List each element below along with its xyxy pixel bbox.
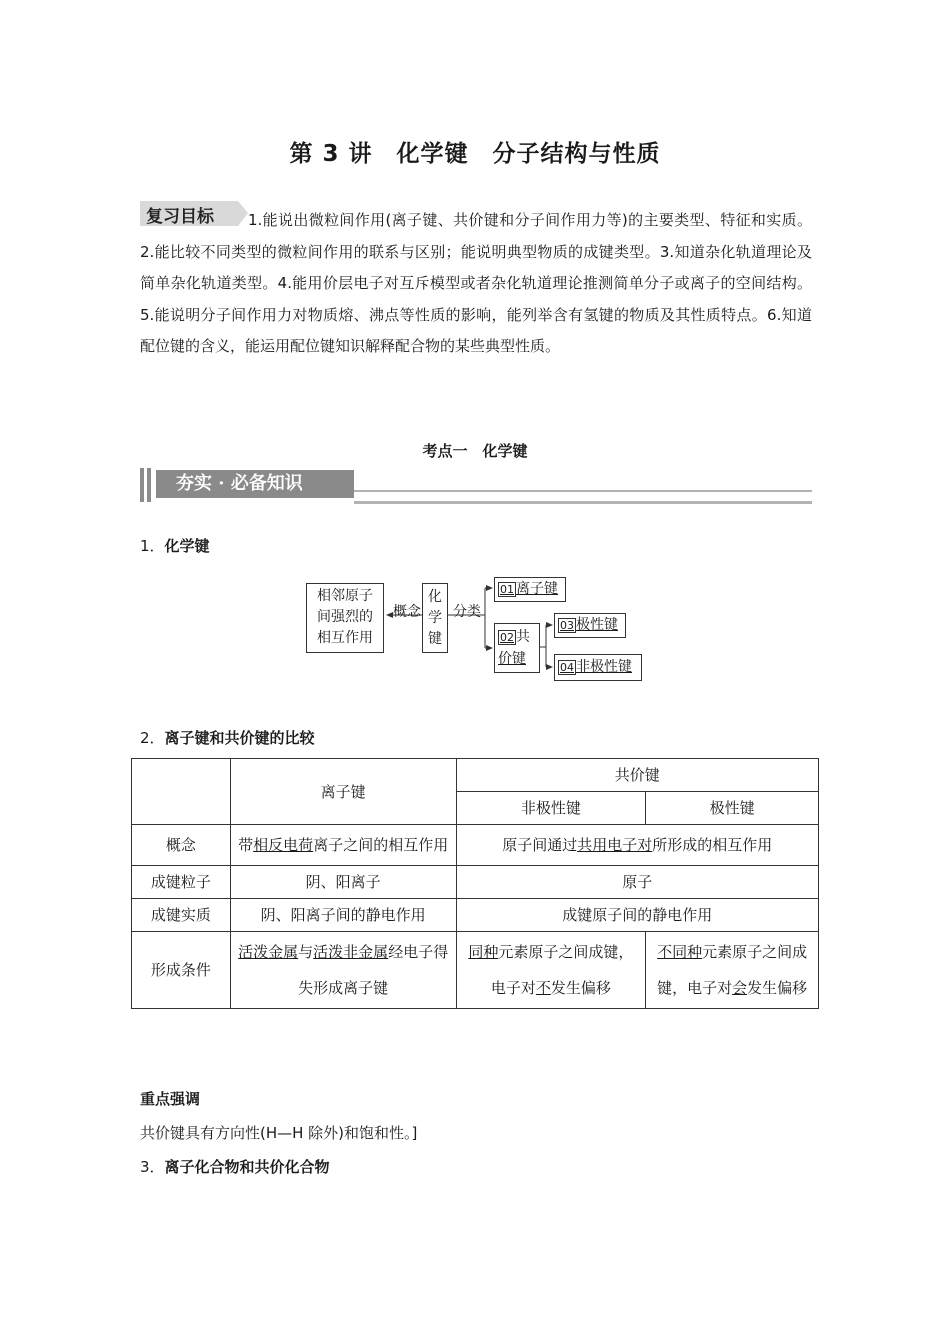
row-label: 成键粒子: [132, 866, 231, 899]
cell-text: 所形成的相互作用: [652, 836, 773, 854]
row-label: 形成条件: [132, 932, 231, 1009]
class-label: 分类: [453, 604, 481, 620]
table-header: 极性键: [646, 792, 819, 825]
table-row: [132, 899, 819, 932]
cell-text: 与: [298, 943, 314, 961]
cell-text: 元素原子之间成键，电子对: [657, 943, 808, 997]
row-label: 概念: [132, 825, 231, 866]
banner-bar: [147, 468, 151, 502]
table-cell: 原子: [456, 866, 819, 899]
heading-text: 离子键和共价键的比较: [164, 729, 315, 747]
review-goal-label: 复习目标: [146, 207, 214, 227]
cell-underlined: 会: [732, 979, 748, 997]
blank-number: 04: [560, 661, 574, 674]
concept-label: 概念: [393, 604, 421, 620]
ionic-box: [494, 577, 566, 602]
table-row: [132, 825, 819, 866]
table-cell: [456, 825, 819, 866]
blank-number: 01: [500, 583, 514, 596]
covalent-text: 共: [516, 629, 530, 645]
center-char: 学: [428, 610, 442, 626]
cell-underlined: 共用电子对: [577, 836, 653, 854]
table-header: 共价键: [456, 759, 819, 792]
cell-text: 元素原子之间成键，电子对: [490, 943, 634, 997]
heading-number: 3．: [140, 1158, 165, 1176]
cell-underlined: 不同种: [657, 943, 703, 961]
knowledge-banner: [140, 468, 812, 504]
heading-number: 1．: [140, 537, 165, 555]
table-header: 离子键: [230, 759, 456, 825]
polar-text: 极性键: [576, 617, 618, 633]
cell-underlined: 同种: [468, 943, 499, 961]
table-cell: 阴、阳离子: [230, 866, 456, 899]
cell-text: 离子之间的相互作用: [313, 836, 449, 854]
cell-underlined: 不: [535, 979, 551, 997]
heading-number: 2．: [140, 729, 165, 747]
banner-rule: [354, 490, 812, 504]
ionic-text: 离子键: [516, 581, 558, 597]
cell-underlined: 活泼非金属: [313, 943, 389, 961]
comparison-table: [131, 758, 819, 1009]
page-title: 第 3 讲 化学键 分子结构与性质: [289, 141, 661, 167]
blank-number: 03: [560, 619, 574, 632]
table-cell: 成键原子间的静电作用: [456, 899, 819, 932]
row-label: 成键实质: [132, 899, 231, 932]
cell-underlined: 活泼金属: [238, 943, 299, 961]
center-char: 键: [428, 631, 442, 647]
table-header: 非极性键: [456, 792, 646, 825]
chemical-bond-diagram: [300, 575, 650, 685]
cell-text: 原子间通过: [502, 836, 578, 854]
nonpolar-text: 非极性键: [576, 659, 632, 675]
review-goal-text: 1.能说出微粒间作用(离子键、共价键和分子间作用力等)的主要类型、特征和实质。2.能比较不同类型的微粒间作用的联系与区别；能说明典型物质的成键类型。3.知道杂化轨道理论及简单杂化轨道类型。4.能用价层电子对互斥模型或者杂化轨道理论推测简单分子或离子的空间结构。5.能说明分子间作用力对物质熔、沸点等性质的影响，能列举含有氢键的物质及其性质特点。6.知道配位键的含义，能运用配位键知识解释配合物的某些典型性质。: [140, 211, 812, 355]
center-box: [422, 583, 448, 653]
nonpolar-box: [554, 654, 642, 681]
cell-text: 发生偏移: [550, 979, 611, 997]
banner-label: 夯实 · 必备知识: [156, 470, 354, 498]
heading-compounds: [140, 1156, 330, 1177]
center-char: 化: [428, 589, 442, 605]
heading-text: 离子化合物和共价化合物: [164, 1158, 330, 1176]
heading-text: 化学键: [164, 537, 210, 555]
table-cell: [646, 932, 819, 1009]
emphasis-text: 共价键具有方向性(H—H 除外)和饱和性。]: [140, 1124, 418, 1142]
table-cell: [230, 932, 456, 1009]
cell-underlined: 相反电荷: [253, 836, 314, 854]
table-row: [132, 932, 819, 1009]
heading-chemical-bond: [140, 535, 210, 556]
table-cell: [230, 825, 456, 866]
table-row: [132, 866, 819, 899]
covalent-box: [494, 623, 540, 673]
table-cell: 阴、阳离子间的静电作用: [230, 899, 456, 932]
cell-text: 经电子得失形成离子键: [298, 943, 449, 997]
table-row: [132, 759, 819, 792]
cell-text: 带: [238, 836, 254, 854]
polar-box: [554, 613, 626, 638]
section-title: 考点一 化学键: [422, 442, 528, 460]
banner-bar: [140, 468, 144, 502]
concept-text: 相邻原子间强烈的相互作用: [317, 588, 373, 646]
covalent-text: 价键: [498, 651, 526, 667]
heading-comparison: [140, 727, 315, 748]
table-cell: [132, 759, 231, 825]
table-cell: [456, 932, 646, 1009]
emphasis-heading: 重点强调: [140, 1090, 201, 1108]
blank-number: 02: [500, 631, 514, 644]
cell-text: 发生偏移: [747, 979, 808, 997]
